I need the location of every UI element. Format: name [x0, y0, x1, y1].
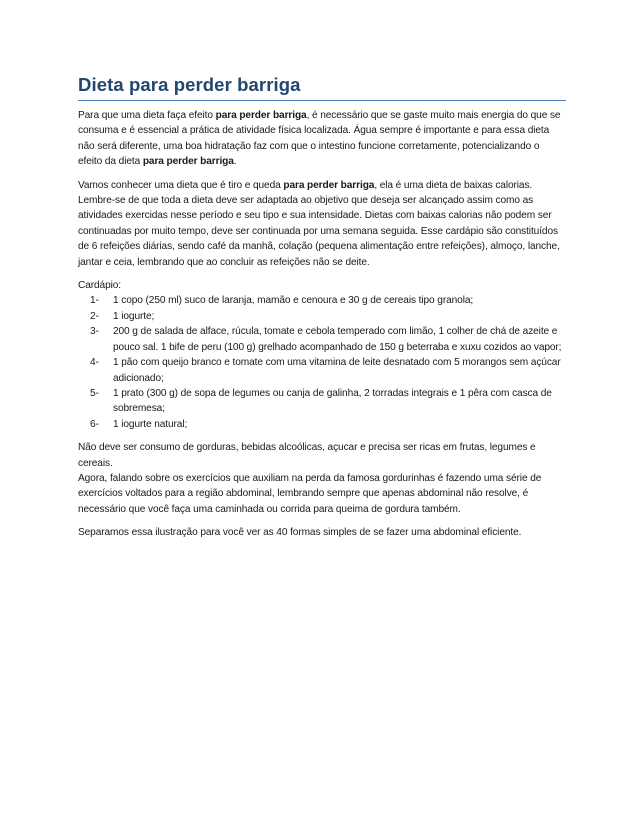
menu-item: [78, 309, 566, 324]
diet-keyword: para perder barriga: [283, 179, 375, 191]
menu-item: [78, 355, 566, 386]
intro-text-1: Para que uma dieta faça efeito: [78, 110, 216, 121]
menu-item-number: 1-: [90, 295, 99, 307]
menu-item: [78, 417, 566, 432]
menu-item-number: 2-: [90, 310, 99, 322]
menu-item-number: 6-: [90, 418, 99, 430]
menu-item-text: 1 iogurte;: [113, 310, 155, 322]
menu-item-text: 1 prato (300 g) de sopa de legumes ou canja de galinha, 2 torradas integrais e 1 pêra com casca de sobremesa;: [113, 387, 552, 415]
restrictions-paragraph: Não deve ser consumo de gorduras, bebidas alcoólicas, açucar e precisa ser ricas em frutas, legumes e cereais.: [78, 442, 536, 469]
intro-text-2: , é necessário que se gaste muito mais energia do que se consuma e é essencial a prática de atividade física localizada. Água sempre é importante e para essa dieta não será diferente, uma boa hidratação faz com que o intestino funcione corretamente, potencializando o efeito da dieta: [78, 110, 561, 168]
menu-item: [78, 386, 566, 417]
menu-item-number: 5-: [90, 387, 99, 399]
menu-item: [78, 293, 566, 308]
menu-list: [78, 293, 566, 432]
intro-text-3: .: [233, 156, 237, 168]
exercise-paragraph: Agora, falando sobre os exercícios que auxiliam na perda da famosa gordurinhas é fazendo uma série de exercícios voltados para a região abdominal, lembrando sempre que apenas abdominal não resolve, é necessário que você faça uma caminhada ou corrida para queima de gordura também.: [78, 472, 542, 515]
intro-keyword-1: para perder barriga: [215, 110, 307, 121]
document-body: [78, 74, 566, 549]
menu-item-number: 4-: [90, 357, 99, 369]
diet-text-2: , ela é uma dieta de baixas calorias. Lembre-se de que toda a dieta deve ser adaptada ao objetivo que deseja ser alcançado assim como as atividades exercidas nesse período e seu tipo e sua intensidade. Dietas com baixas calorias não podem ser continuadas por muito tempo, deve ser continuada por uma semana seguida. Esse cardápio são constituídos de 6 refeições diárias, sendo café da manhã, colação (pequena alimentação entre refeições), almoço, lanche, jantar e ceia, lembrando que ao concluir as refeições não se deite.: [78, 179, 560, 268]
menu-item: [78, 324, 566, 355]
menu-item-text: 1 iogurte natural;: [113, 418, 188, 430]
menu-item-text: 200 g de salada de alface, rúcula, tomate e cebola temperado com limão, 1 colher de chá de azeite e pouco sal. 1 bife de peru (100 g) grelhado acompanhado de 150 g beterraba e xuxu cozidos ao vapor;: [113, 326, 562, 353]
diet-text-1: Vamos conhecer uma dieta que é tiro e queda: [78, 179, 284, 191]
diet-paragraph: [78, 178, 566, 270]
menu-label: Cardápio:: [78, 280, 122, 292]
title-divider: [78, 100, 566, 101]
menu-item-text: 1 copo (250 ml) suco de laranja, mamão e cenoura e 30 g de cereais tipo granola;: [113, 295, 474, 307]
intro-keyword-2: para perder barriga: [142, 156, 234, 168]
document-title: Dieta para perder barriga: [78, 74, 301, 95]
menu-item-text: 1 pão com queijo branco e tomate com uma vitamina de leite desnatado com 5 morangos sem açúcar adicionado;: [113, 357, 561, 384]
illustration-paragraph: Separamos essa ilustração para você ver as 40 formas simples de se fazer uma abdominal eficiente.: [78, 527, 522, 539]
intro-paragraph: [78, 108, 566, 170]
menu-item-number: 3-: [90, 326, 99, 338]
